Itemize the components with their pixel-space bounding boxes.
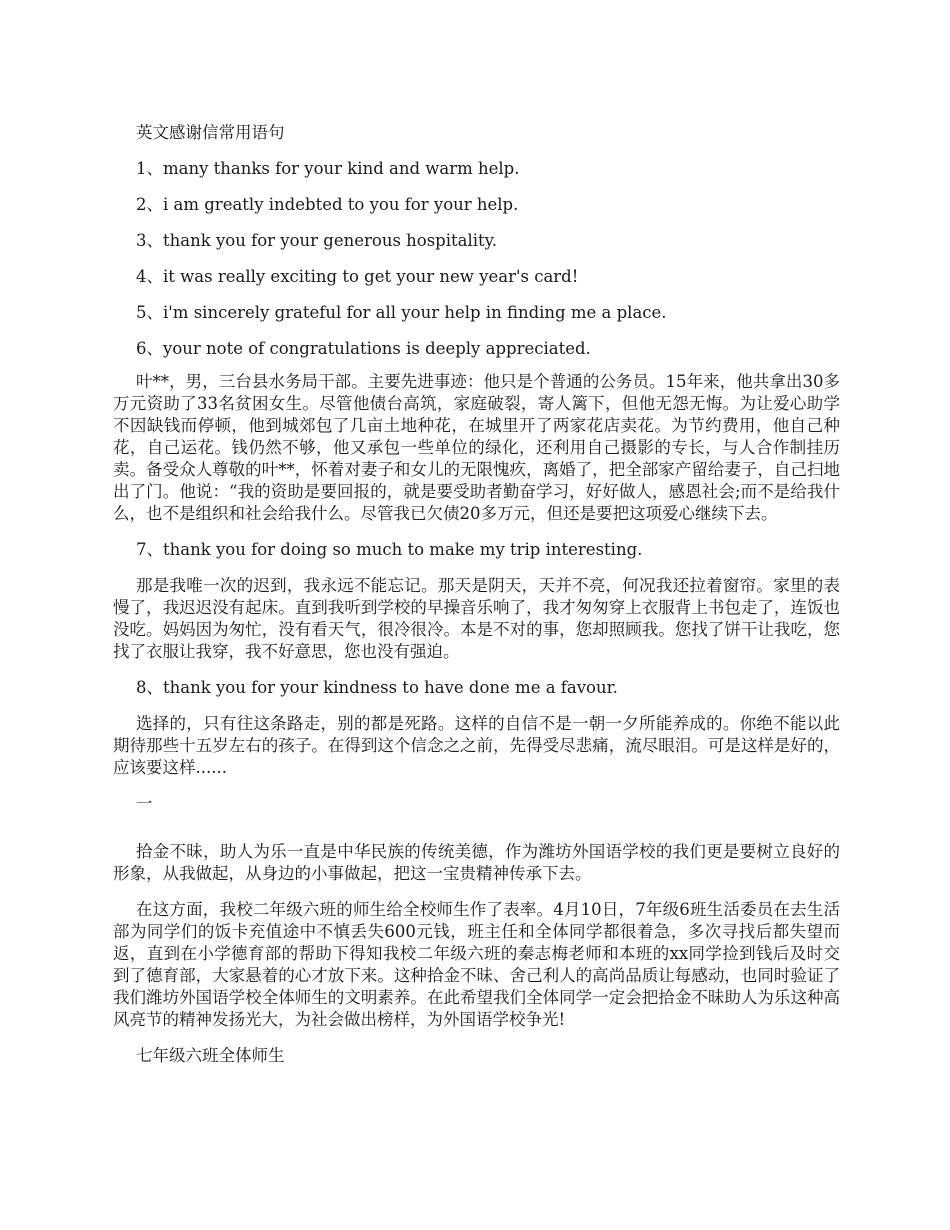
paragraph-section-marker: 一 [136, 794, 153, 813]
paragraph-virtue-story: 在这方面，我校二年级六班的师生给全校师生作了表率。4月10日，7年级6班生活委员在去生活部为同学们的饭卡充值途中不慎丢失600元钱，班主任和全体同学都很着急，多次寻找后都失望而返，直到在小学德育部的帮助下得知我校二年级六班的秦志梅老师和本班的xx同学捡到钱后及时交到了德育部，大家悬着的心才放下来。这种拾金不昧、舍己利人的高尚品质让每感动，也同时验证了我们潍坊外国语学校全体师生的文明素养。在此希望我们全体同学一定会把拾金不昧助人为乐这种高风亮节的精神发扬光大，为社会做出榜样，为外国语学校争光! [113, 900, 840, 1029]
document-title: 英文感谢信常用语句 [136, 123, 285, 142]
paragraph-phrase-2: 2、i am greatly indebted to you for your help. [136, 195, 519, 214]
paragraph-signature: 七年级六班全体师生 [136, 1046, 285, 1065]
paragraph-story-choice: 选择的，只有往这条路走，别的都是死路。这样的自信不是一朝一夕所能养成的。你绝不能以此期待那些十五岁左右的孩子。在得到这个信念之之前，先得受尽悲痛，流尽眼泪。可是这样是好的，应该要这样...... [113, 714, 840, 777]
paragraph-phrase-4: 4、it was really exciting to get your new year's card! [136, 267, 579, 286]
paragraph-phrase-3: 3、thank you for your generous hospitality. [136, 231, 498, 250]
paragraph-phrase-1: 1、many thanks for your kind and warm help. [136, 159, 520, 178]
paragraph-phrase-7: 7、thank you for doing so much to make my trip interesting. [136, 540, 643, 559]
document-page [113, 122, 840, 1081]
paragraph-phrase-5: 5、i'm sincerely grateful for all your help in finding me a place. [136, 303, 667, 322]
paragraph-virtue-intro: 拾金不昧，助人为乐一直是中华民族的传统美德，作为潍坊外国语学校的我们更是要树立良好的形象，从我做起，从身边的小事做起，把这一宝贵精神传承下去。 [113, 842, 840, 883]
paragraph-phrase-6: 6、your note of congratulations is deeply appreciated. [136, 339, 591, 358]
paragraph-story-late: 那是我唯一次的迟到，我永远不能忘记。那天是阴天，天并不亮，何况我还拉着窗帘。家里的表慢了，我迟迟没有起床。直到我听到学校的早操音乐响了，我才匆匆穿上衣服背上书包走了，连饭也没吃。妈妈因为匆忙，没有看天气，很冷很冷。本是不对的事，您却照顾我。您找了饼干让我吃，您找了衣服让我穿，我不好意思，您也没有强迫。 [113, 576, 840, 661]
paragraph-story-ye: 叶**，男，三台县水务局干部。主要先进事迹：他只是个普通的公务员。15年来，他共拿出30多万元资助了33名贫困女生。尽管他债台高筑，家庭破裂，寄人篱下，但他无怨无悔。为让爱心助学不因缺钱而停顿，他到城郊包了几亩土地种花，在城里开了两家花店卖花。为节约费用，他自己种花，自己运花。钱仍然不够，他又承包一些单位的绿化，还利用自己摄影的专长，与人合作制挂历卖。备受众人尊敬的叶**，怀着对妻子和女儿的无限愧疚，离婚了，把全部家产留给妻子，自己扫地出了门。他说：“我的资助是要回报的，就是要受助者勤奋学习，好好做人，感恩社会;而不是给我什么，也不是组织和社会给我什么。尽管我已欠债20多万元，但还是要把这项爱心继续下去。 [113, 372, 840, 523]
paragraph-phrase-8: 8、thank you for your kindness to have done me a favour. [136, 678, 618, 697]
